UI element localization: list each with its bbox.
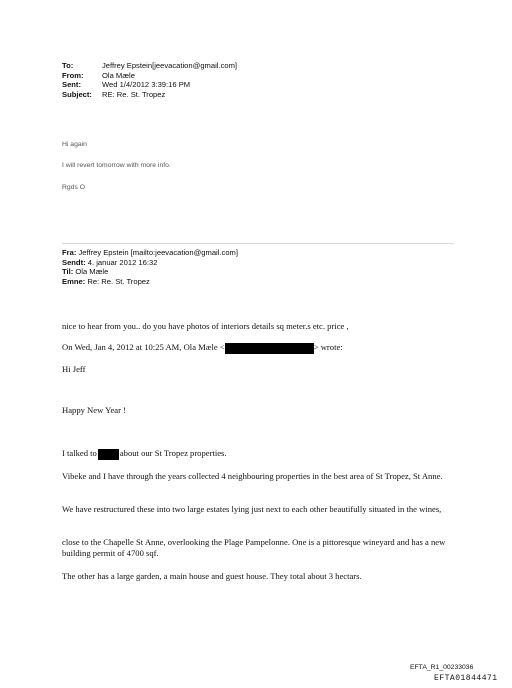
- body-paragraph-1: nice to hear from you.. do you have photos of interiors details sq meter.s etc. price ,: [62, 321, 349, 331]
- til-value: Ola Mæle: [75, 267, 109, 277]
- body-paragraph-8: close to the Chapelle St Anne, overlooking the Plage Pampelonne. One is a pittoresque wineyard and has a new building permit of 4700 sqf.: [62, 537, 446, 558]
- emne-row: [62, 277, 238, 287]
- email-header: [62, 61, 237, 99]
- subject-label: Subject:: [62, 89, 92, 99]
- emne-label: Emne:: [62, 276, 86, 286]
- til-label: Til:: [62, 267, 74, 277]
- reply-message: I will revert tomorrow with more info.: [62, 162, 171, 169]
- from-row: [62, 71, 237, 81]
- subject-row: [62, 90, 237, 100]
- sent-value: Wed 1/4/2012 3:39:16 PM: [102, 80, 191, 90]
- quote-outro: > wrote:: [313, 342, 343, 352]
- emne-value: Re: Re. St. Tropez: [87, 276, 150, 286]
- reply-signoff: Rgds O: [62, 184, 86, 191]
- body-paragraph-5: [62, 448, 462, 460]
- from-value: Ola Mæle: [102, 70, 135, 80]
- from-label: From:: [62, 70, 84, 80]
- redaction-box: [225, 343, 314, 354]
- to-label: To:: [62, 61, 74, 70]
- body-paragraph-6: Vibeke and I have through the years collected 4 neighbouring properties in the best area of St Tropez, St Anne.: [62, 471, 443, 481]
- body-paragraph-4: Happy New Year !: [62, 405, 126, 415]
- forwarded-header: [62, 248, 238, 286]
- talked-to-text: I talked to: [62, 448, 97, 458]
- body-paragraph-7: We have restructured these into two large estates lying just next to each other beautifully situated in the wines,: [62, 504, 442, 514]
- reply-greeting: Hi again: [62, 141, 87, 148]
- forward-divider: [62, 243, 454, 244]
- subject-value: RE: Re. St. Tropez: [102, 89, 166, 99]
- til-row: [62, 267, 238, 277]
- fra-label: Fra:: [62, 248, 77, 257]
- properties-text: about our St Tropez properties.: [119, 448, 227, 458]
- sendt-label: Sendt:: [62, 257, 86, 267]
- sent-row: [62, 80, 237, 90]
- footer-id-secondary: EFTA01844471: [434, 674, 498, 683]
- sendt-row: [62, 258, 238, 268]
- body-paragraph-2: [62, 342, 462, 354]
- body-paragraph-9: The other has a large garden, a main house and guest house. They total about 3 hectars.: [62, 571, 362, 581]
- footer-id-primary: EFTA_R1_00233036: [410, 664, 474, 671]
- to-value: Jeffrey Epstein[jeevacation@gmail.com]: [102, 61, 238, 70]
- sendt-value: 4. januar 2012 16:32: [87, 257, 158, 267]
- sent-label: Sent:: [62, 80, 81, 90]
- fra-row: [62, 248, 238, 258]
- body-paragraph-3: Hi Jeff: [62, 364, 86, 374]
- to-row: [62, 61, 237, 71]
- redaction-box: [98, 449, 119, 460]
- fra-value: Jeffrey Epstein [mailto:jeevacation@gmail.com]: [78, 248, 238, 257]
- quote-intro: On Wed, Jan 4, 2012 at 10:25 AM, Ola Mæle <: [62, 342, 225, 352]
